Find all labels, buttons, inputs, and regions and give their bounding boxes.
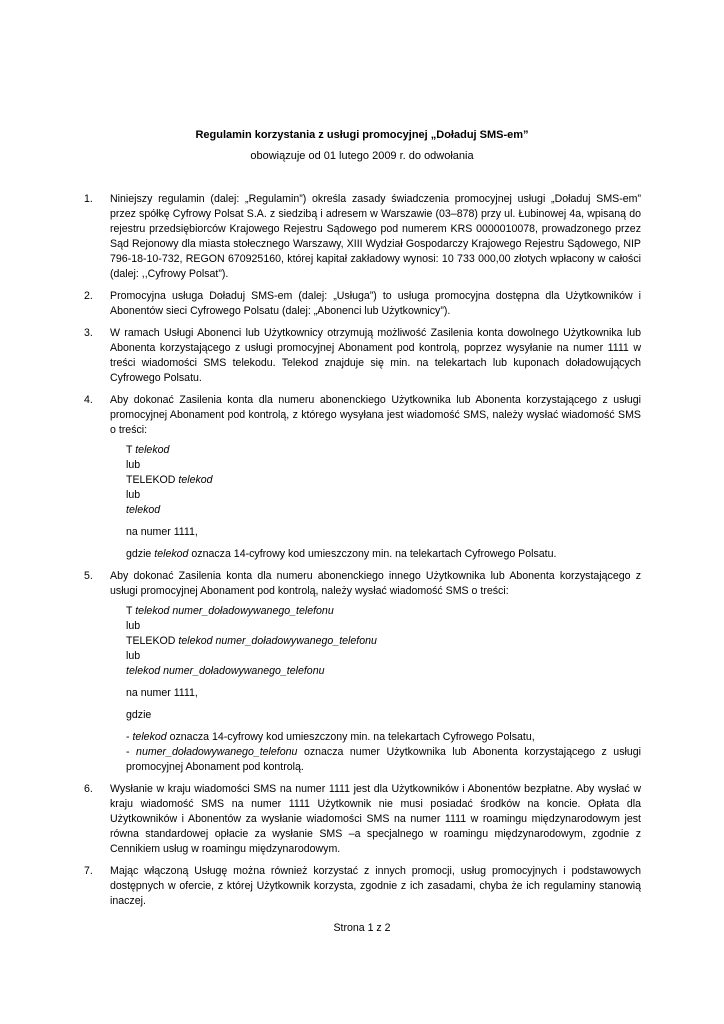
list-item-7 (84, 864, 641, 909)
item-number: 5. (84, 570, 93, 582)
item-text: W ramach Usługi Abonenci lub Użytkownicy otrzymują możliwość Zasilenia konta dowolnego Użytkownika lub Abonenta korzystającego z usługi promocyjnej Abonament pod kontrolą, poprzez wysyłanie na numer 1111 w treści wiadomości SMS telekodu. Telekod znajduje się min. na telekartach lub kuponach doładowujących Cyfrowego Polsatu. (110, 327, 641, 384)
or-label: lub (126, 459, 141, 471)
item-text: Niniejszy regulamin (dalej: „Regulamin”) określa zasady świadczenia promocyjnej usługi „Doładuj SMS-em” przez spółkę Cyfrowy Polsat S.A. z siedzibą i adresem w Warszawie (03–878) przy ul. Łubinowej 4a, wpisaną do rejestru przedsiębiorców Krajowego Rejestru Sądowego pod numerem KRS 0000010078, prowadzonego przez Sąd Rejonowy dla miasta stołecznego Warszawy, XIII Wydział Gospodarczy Krajowego Rejestru Sądowego, NIP 796-18-10-732, REGON 670925160, której kapitał zakładowy wynosi: 10 733 000,00 złotych wpłacony w całości (dalej: ,,Cyfrowy Polsat”). (110, 193, 641, 280)
list-item-3 (84, 326, 641, 386)
sms-example-line: TELEKOD telekod numer_doładowywanego_telefonu (126, 635, 377, 647)
page-title: Regulamin korzystania z usługi promocyjnej „Doładuj SMS-em” (195, 129, 529, 141)
to-number: na numer 1111, (126, 526, 198, 538)
sms-examples (126, 443, 641, 562)
or-label: lub (126, 650, 141, 662)
item-number: 6. (84, 783, 93, 795)
list-item-4 (84, 393, 641, 562)
item-text: Wysłanie w kraju wiadomości SMS na numer 1111 jest dla Użytkowników i Abonentów bezpłatne. Aby wysłać w kraju wiadomość SMS na numer 1111 Użytkownik nie musi posiadać środków na koncie. Opłata dla Użytkowników i Abonentów za wysłanie wiadomości SMS na numer 1111 w roamingu międzynarodowym jest równa standardowej opłacie za wysłanie SMS –a specjalnego w roamingu międzynarodowym, zgodnie z Cennikiem usług w roamingu międzynarodowym. (110, 783, 641, 855)
sms-example-line: T telekod (126, 444, 170, 456)
where-label: gdzie (126, 709, 152, 721)
where-definition: gdzie telekod oznacza 14-cyfrowy kod umieszczony min. na telekartach Cyfrowego Polsatu. (126, 548, 557, 560)
item-text: Mając włączoną Usługę można również korzystać z innych promocji, usług promocyjnych i podstawowych dostępnych w ofercie, z której Użytkownik korzysta, zgodnie z ich zasadami, chyba że ich regulaminy stanowią inaczej. (110, 865, 641, 907)
sms-example-line: T telekod numer_doładowywanego_telefonu (126, 605, 334, 617)
sms-examples (126, 604, 641, 775)
to-number: na numer 1111, (126, 687, 198, 699)
or-label: lub (126, 489, 141, 501)
list-item-1 (84, 192, 641, 282)
list-item-2 (84, 289, 641, 319)
sms-example-line: telekod (126, 504, 161, 516)
list-item-5 (84, 569, 641, 775)
item-number: 2. (84, 290, 93, 302)
page-subtitle: obowiązuje od 01 lutego 2009 r. do odwołania (250, 150, 474, 162)
item-number: 3. (84, 327, 93, 339)
item-text: Aby dokonać Zasilenia konta dla numeru abonenckiego innego Użytkownika lub Abonenta korzystającego z usługi promocyjnej Abonament pod kontrolą, należy wysłać wiadomość SMS o treści: (110, 570, 641, 597)
item-number: 4. (84, 394, 93, 406)
item-text: Promocyjna usługa Doładuj SMS-em (dalej: „Usługa”) to usługa promocyjna dostępna dla Użytkowników i Abonentów sieci Cyfrowego Polsatu (dalej: „Abonenci lub Użytkownicy”). (110, 290, 641, 317)
list-item-6 (84, 782, 641, 857)
regulations-list (84, 192, 641, 916)
page-number: Strona 1 z 2 (333, 922, 391, 934)
definition-telekod: - telekod oznacza 14-cyfrowy kod umieszczony min. na telekartach Cyfrowego Polsatu, (126, 731, 535, 743)
or-label: lub (126, 620, 141, 632)
sms-example-line: TELEKOD telekod (126, 474, 213, 486)
sms-example-line: telekod numer_doładowywanego_telefonu (126, 665, 325, 677)
item-text: Aby dokonać Zasilenia konta dla numeru abonenckiego Użytkownika lub Abonenta korzystającego z usługi promocyjnej Abonament pod kontrolą, z którego wysyłana jest wiadomość SMS, należy wysłać wiadomość SMS o treści: (110, 394, 641, 436)
item-number: 7. (84, 865, 93, 877)
definition-phone-number: - numer_doładowywanego_telefonu oznacza numer Użytkownika lub Abonenta korzystającego z usługi promocyjnej Abonament pod kontrolą. (126, 746, 641, 773)
item-number: 1. (84, 193, 93, 205)
